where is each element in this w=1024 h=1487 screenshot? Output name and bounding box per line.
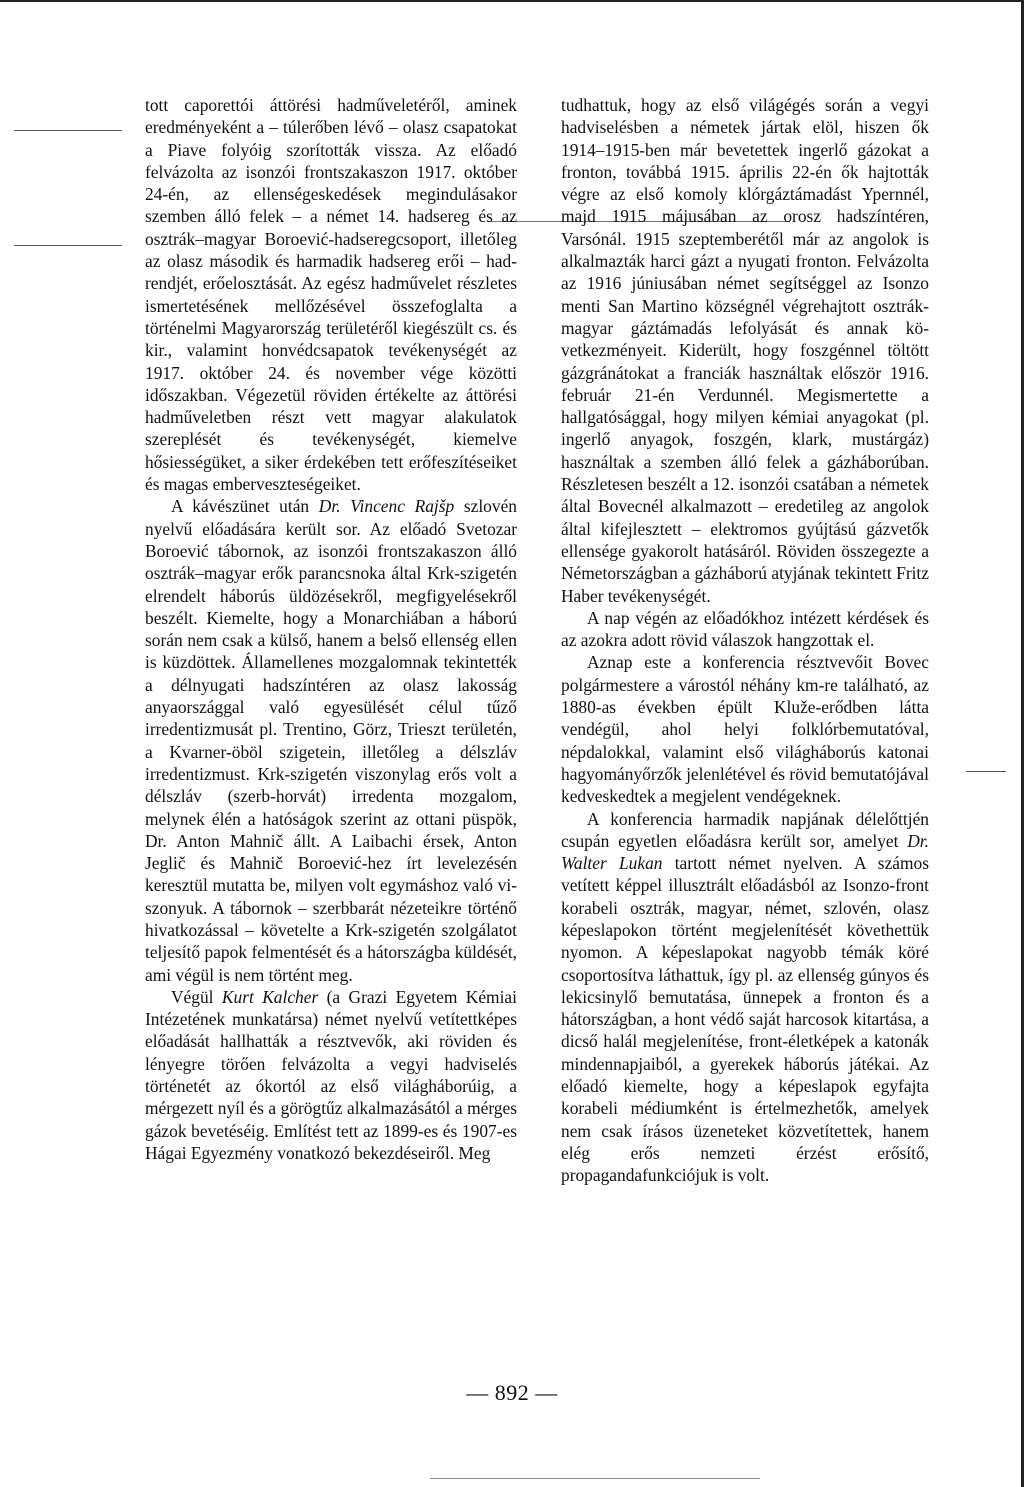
text-run: Végül [171,986,222,1007]
page-number: — 892 — [466,1380,558,1405]
text-run: A nap végén az előadókhoz intézett kérdések és az azokra adott rövid válaszok hangzottak el. [561,607,929,651]
text-run: Aznap este a konferencia résztvevőit Bovec polgármestere a várostól néhány km-re található, az 1880-as években épült Kluže-erődben látta vendégül, ahol helyi folklórbemutatóval, népdalokkal, valamint első világháborús katonai hagyományőrzők jelenlétével és rövid bemutatójával kedveskedtek a megjelent vendégeknek. [561,652,929,807]
text-run: (a Grazi Egyetem Kémiai Intézetének munkatársa) német nyelvű vetítettképes előadását hallhatták a résztvevők, aki röviden és lényegre törően felvázolta a vegyi hadviselés történetét az ókortól az első világháborúig, a mérgezett nyíl és a görögtűz alkalmazásától a mérges gázok bevetéséig. Említést tett az 1899-es és 1907-es Hágai Egyezmény vonatkozó bekezdéseiről. Meg [145,986,517,1163]
text-run: A kávészünet után [171,496,319,517]
paragraph [561,94,929,607]
scan-border-top [0,0,1024,2]
paragraph [561,808,929,1187]
italic-name: Kurt Kalcher [221,986,319,1007]
scan-mark-bottom [430,1478,760,1479]
right-column [561,94,929,1187]
margin-mark [966,771,1006,772]
italic-name: Dr. Vincenc Rajšp [318,496,455,517]
paragraph [561,607,929,652]
margin-mark [14,130,122,131]
paragraph [561,651,929,807]
paragraph [145,495,517,986]
text-run: tartott német nyelven. A számos vetített képpel illusztrált előadásból az Isonzo-front korabeli osztrák, magyar, német, szlovén, olasz képeslapokon történt megjelenítését követhettük nyomon. A képeslapokat nagyobb témák köré csoportosítva láthattuk, így pl. az ellenség gúnyos és lekicsinylő bemutatása, ünnepek a fronton és a hátországban, a hont védő saját harcosok kitartása, a dicső halál megjelenítése, front-életképek a katonák mindennapjaiból, a gyerekek háborús játékai. Az előadó kiemelte, hogy a képeslapok egyfajta korabeli médiumként is értelmezhetők, amelyek nem csak írásos üzeneteket közvetítettek, hanem elég erős nemzeti érzést erősítő, propagandafunkciójuk is volt. [561,853,929,1186]
paragraph [145,986,517,1164]
italic-name: Dr. Walter Lukan [561,830,929,874]
text-run: A konferencia harmadik napjának délelőttjén csupán egyetlen előadásra került sor, amelyet [561,808,929,851]
left-column [145,94,517,1164]
text-run: szlovén nyelvű előadására került sor. Az előadó Svetozar Boroević tábornok, az isonzói frontszakaszon álló osztrák–magyar erők parancsnoka által Krk-szigetén elrendelt háborús üldözésekről, megfigyelésekről beszélt. Kiemelte, hogy a Monarchiában a háború során nem csak a külső, hanem a belső ellenség ellen is küzdöttek. Államellenes mozgalomnak tekintették a délnyugati hadszíntéren az olasz lakosság anyaországgal való egyesülését célul tűző irredentizmusát pl. Trentino, Görz, Trieszt területén, a Kvarner-öböl szigetein, illetőleg a délszláv irredentizmust. Krk-szigetén viszonylag erős volt a délszláv (szerb-horvát) irredenta mozgalom, melynek élén a hatóságok szerint az ottani püspök, Dr. Anton Mahnič állt. A Laibachi érsek, Anton Jeglič és Mahnič Boroević-hez írt levelezésén keresztül mutatta be, milyen volt egymáshoz való viszonyuk. A tábornok – szerbbarát nézeteikre történő hivatkozással – követelte a Krk-szigetén szolgálatot teljesítő papok felmentését és a hátországba küldését, ami végül is nem történt meg. [145,496,517,985]
margin-mark [14,245,122,246]
text-run: tott caporettói áttörési hadműveletéről, aminek eredményeként a – túlerőben lévő – olasz csapatokat a Piave folyóig szorították vissza. Az előadó felvázolta az isonzói frontszakaszon 1917. október 24-én, az ellenségeskedések megindulásakor szemben álló felek – a német 14. hadsereg és az osztrák–magyar Boroević-hadseregcsoport, illetőleg az olasz második és harmadik hadsereg erői – hadrendjét, erőelosztását. Az egész hadművelet részletes ismertetésének mellőzésével összefoglalta a történelmi Magyarország területéről kiegészült cs. és kir., valamint honvédcsapatok tevékenységét az 1917. október 24. és november vége közötti időszakban. Végezetül röviden értékelte az áttörési hadműveletben részt vett magyar alakulatok szereplését és tevékenységét, kiemelve hősiességüket, a siker érdekében tett erőfeszítéseiket és magas emberveszteségeiket. [145,95,517,495]
text-run: tudhattuk, hogy az első világégés során a vegyi hadviselésben a németek jártak elöl, hiszen ők 1914–1915-ben már bevetettek ingerlő gázokat a fronton, továbbá 1915. április 22-én ők hajtották végre az első komoly klórgáztámadást Ypernnél, majd 1915 májusában az orosz hadszíntéren, Varsónál. 1915 szeptemberétől már az angolok is alkalmazták harci gázt a nyugati fronton. Felvázolta az 1916 júniusában német segítséggel az Isonzo menti San Martino községnél végrehajtott osztrákmagyar gáztámadás lefolyását és annak következményeit. Kiderült, hogy foszgénnel töltött gázgránátokat a franciák használtak először 1916. február 21-én Verdunnél. Megismertette a hallgatósággal, hogy milyen kémiai anyagokat (pl. ingerlő anyagok, foszgén, klark, mustárgáz) használtak a szemben álló felek a gázháborúban. Részletesen beszélt a 12. isonzói csatában a németek által Bovecnél alkalmazott – eredetileg az angolok által kifejlesztett – elektromos gyújtású gázvetők ellensége gyakorolt hatásáról. Röviden összegezte a Németországban a gázháború atyjának tekintett Fritz Haber tevékenységét. [561,95,929,606]
paragraph [145,94,517,495]
